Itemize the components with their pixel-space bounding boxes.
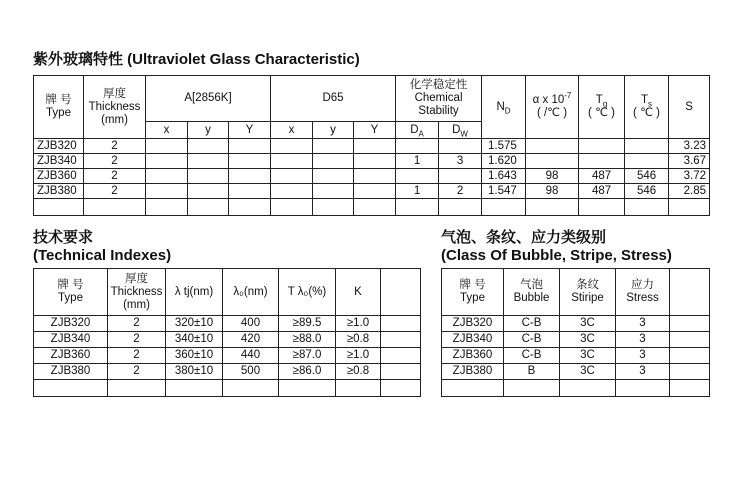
uv-ts-header: $T_s$ ( ℃ ) <box>625 76 669 139</box>
thickness-cell: 2 <box>108 348 166 364</box>
tech-title-cn: 技术要求 <box>33 229 94 246</box>
type-cell: ZJB340 <box>34 154 84 169</box>
ltj-cell: 380±10 <box>166 364 223 380</box>
table-row <box>442 364 710 380</box>
ltj-cell: 340±10 <box>166 332 223 348</box>
tech-blank-header <box>381 269 421 316</box>
table-row <box>442 348 710 364</box>
da-cell <box>396 139 439 154</box>
thickness-cell: 2 <box>84 154 146 169</box>
tech-header-row <box>34 269 421 316</box>
nd-cell: 1.620 <box>482 154 526 169</box>
dw-cell: 2 <box>439 184 482 199</box>
tl0-cell: ≥89.5 <box>279 316 336 332</box>
thickness-cell: 2 <box>108 316 166 332</box>
alpha-cell: 98 <box>526 169 579 184</box>
type-cell: ZJB320 <box>34 139 84 154</box>
d-Y-cell <box>354 184 396 199</box>
d-y-cell <box>313 169 354 184</box>
uv-alpha-header: α x $10^{-7}$ ( /℃ ) <box>526 76 579 139</box>
type-cell: ZJB360 <box>34 348 108 364</box>
bubble-cell: C-B <box>504 348 560 364</box>
da-cell: 1 <box>396 154 439 169</box>
ts-cell <box>625 139 669 154</box>
uv-tg-header: $T_g$ ( ℃ ) <box>579 76 625 139</box>
da-cell <box>396 169 439 184</box>
stripe-cell: 3C <box>560 348 616 364</box>
uv-d-x-header: x <box>271 122 313 139</box>
a-Y-cell <box>229 139 271 154</box>
tl0-cell: ≥88.0 <box>279 332 336 348</box>
tech-ltj-header: λ tj(nm) <box>166 269 223 316</box>
table-row <box>34 364 421 380</box>
uv-title: 紫外玻璃特性 (Ultraviolet Glass Characteristic) <box>33 51 360 68</box>
tg-cell: 487 <box>579 169 625 184</box>
thickness-cell: 2 <box>108 332 166 348</box>
dw-cell <box>439 169 482 184</box>
k-cell: ≥1.0 <box>336 316 381 332</box>
stripe-cell: 3C <box>560 332 616 348</box>
d-Y-cell <box>354 169 396 184</box>
table-row <box>442 332 710 348</box>
d-Y-cell <box>354 139 396 154</box>
bubble-table <box>441 268 710 397</box>
dw-cell: 3 <box>439 154 482 169</box>
a-x-cell <box>146 184 188 199</box>
uv-table <box>33 75 710 216</box>
table-row <box>34 139 710 154</box>
a-Y-cell <box>229 184 271 199</box>
stress-cell: 3 <box>616 364 670 380</box>
a-y-cell <box>188 184 229 199</box>
uv-type-header: 牌 号 Type <box>34 76 84 139</box>
uv-chemical-stability-header: 化学稳定性 Chemical Stability <box>396 76 482 122</box>
ts-cell: 546 <box>625 184 669 199</box>
tg-cell: 487 <box>579 184 625 199</box>
thickness-cell: 2 <box>84 184 146 199</box>
table-row <box>34 316 421 332</box>
uv-thickness-header: 厚度 Thickness (mm) <box>84 76 146 139</box>
uv-d-Y-header: Y <box>354 122 396 139</box>
tech-k-header: K <box>336 269 381 316</box>
k-cell: ≥1.0 <box>336 348 381 364</box>
k-cell: ≥0.8 <box>336 332 381 348</box>
type-cell: ZJB360 <box>442 348 504 364</box>
tg-cell <box>579 154 625 169</box>
bubble-cell: C-B <box>504 332 560 348</box>
table-row-empty <box>442 380 710 397</box>
uv-a-x-header: x <box>146 122 188 139</box>
da-cell: 1 <box>396 184 439 199</box>
tech-title-en: (Technical Indexes) <box>33 247 172 264</box>
thickness-cell: 2 <box>84 139 146 154</box>
s-cell: 3.72 <box>669 169 710 184</box>
table-row <box>34 332 421 348</box>
thickness-cell: 2 <box>84 169 146 184</box>
d-x-cell <box>271 154 313 169</box>
ltj-cell: 360±10 <box>166 348 223 364</box>
tech-thickness-header: 厚度 Thickness (mm) <box>108 269 166 316</box>
table-row <box>34 154 710 169</box>
bubble-blank-header <box>670 269 710 316</box>
tl0-cell: ≥87.0 <box>279 348 336 364</box>
table-row <box>34 348 421 364</box>
l0-cell: 400 <box>223 316 279 332</box>
stress-cell: 3 <box>616 332 670 348</box>
tg-cell <box>579 139 625 154</box>
thickness-cell: 2 <box>108 364 166 380</box>
type-cell: ZJB360 <box>34 169 84 184</box>
l0-cell: 440 <box>223 348 279 364</box>
table-row <box>442 316 710 332</box>
uv-header-row <box>34 76 710 122</box>
bubble-cell: C-B <box>504 316 560 332</box>
type-cell: ZJB320 <box>34 316 108 332</box>
stripe-cell: 3C <box>560 364 616 380</box>
tech-type-header: 牌 号 Type <box>34 269 108 316</box>
type-cell: ZJB320 <box>442 316 504 332</box>
a-Y-cell <box>229 169 271 184</box>
bubble-type-header: 牌 号 Type <box>442 269 504 316</box>
type-cell: ZJB340 <box>442 332 504 348</box>
stress-cell: 3 <box>616 316 670 332</box>
alpha-cell: 98 <box>526 184 579 199</box>
a-y-cell <box>188 139 229 154</box>
type-cell: ZJB340 <box>34 332 108 348</box>
type-cell: ZJB380 <box>34 364 108 380</box>
table-row-empty <box>34 380 421 397</box>
bubble-bubble-header: 气泡 Bubble <box>504 269 560 316</box>
bubble-stripe-header: 条纹 Stiripe <box>560 269 616 316</box>
s-cell: 3.23 <box>669 139 710 154</box>
s-cell: 3.67 <box>669 154 710 169</box>
table-row <box>34 184 710 199</box>
tech-table <box>33 268 421 397</box>
type-cell: ZJB380 <box>442 364 504 380</box>
alpha-cell <box>526 139 579 154</box>
d-x-cell <box>271 169 313 184</box>
ts-cell <box>625 154 669 169</box>
d-x-cell <box>271 139 313 154</box>
s-cell: 2.85 <box>669 184 710 199</box>
a-x-cell <box>146 154 188 169</box>
nd-cell: 1.547 <box>482 184 526 199</box>
bubble-stress-header: 应力 Stress <box>616 269 670 316</box>
uv-d65-header: D65 <box>271 76 396 122</box>
uv-a2856k-header: A[2856K] <box>146 76 271 122</box>
uv-a-y-header: y <box>188 122 229 139</box>
alpha-cell <box>526 154 579 169</box>
uv-a-Y-header: Y <box>229 122 271 139</box>
bubble-cell: B <box>504 364 560 380</box>
nd-cell: 1.643 <box>482 169 526 184</box>
a-Y-cell <box>229 154 271 169</box>
uv-dw-header: $D_W$ <box>439 122 482 139</box>
k-cell: ≥0.8 <box>336 364 381 380</box>
d-x-cell <box>271 184 313 199</box>
a-y-cell <box>188 154 229 169</box>
stress-cell: 3 <box>616 348 670 364</box>
uv-s-header: S <box>669 76 710 139</box>
bubble-header-row <box>442 269 710 316</box>
a-y-cell <box>188 169 229 184</box>
a-x-cell <box>146 169 188 184</box>
l0-cell: 420 <box>223 332 279 348</box>
uv-d-y-header: y <box>313 122 354 139</box>
d-Y-cell <box>354 154 396 169</box>
uv-da-header: $D_A$ <box>396 122 439 139</box>
stripe-cell: 3C <box>560 316 616 332</box>
d-y-cell <box>313 184 354 199</box>
tl0-cell: ≥86.0 <box>279 364 336 380</box>
tech-tl0-header: T λ₀(%) <box>279 269 336 316</box>
bubble-title-cn: 气泡、条纹、应力类级别 <box>441 229 607 246</box>
d-y-cell <box>313 154 354 169</box>
a-x-cell <box>146 139 188 154</box>
ts-cell: 546 <box>625 169 669 184</box>
l0-cell: 500 <box>223 364 279 380</box>
table-row-empty <box>34 199 710 216</box>
bubble-title-en: (Class Of Bubble, Stripe, Stress) <box>441 247 672 264</box>
uv-nd-header: $N_D$ <box>482 76 526 139</box>
nd-cell: 1.575 <box>482 139 526 154</box>
ltj-cell: 320±10 <box>166 316 223 332</box>
dw-cell <box>439 139 482 154</box>
type-cell: ZJB380 <box>34 184 84 199</box>
table-row <box>34 169 710 184</box>
tech-l0-header: λ₀(nm) <box>223 269 279 316</box>
d-y-cell <box>313 139 354 154</box>
